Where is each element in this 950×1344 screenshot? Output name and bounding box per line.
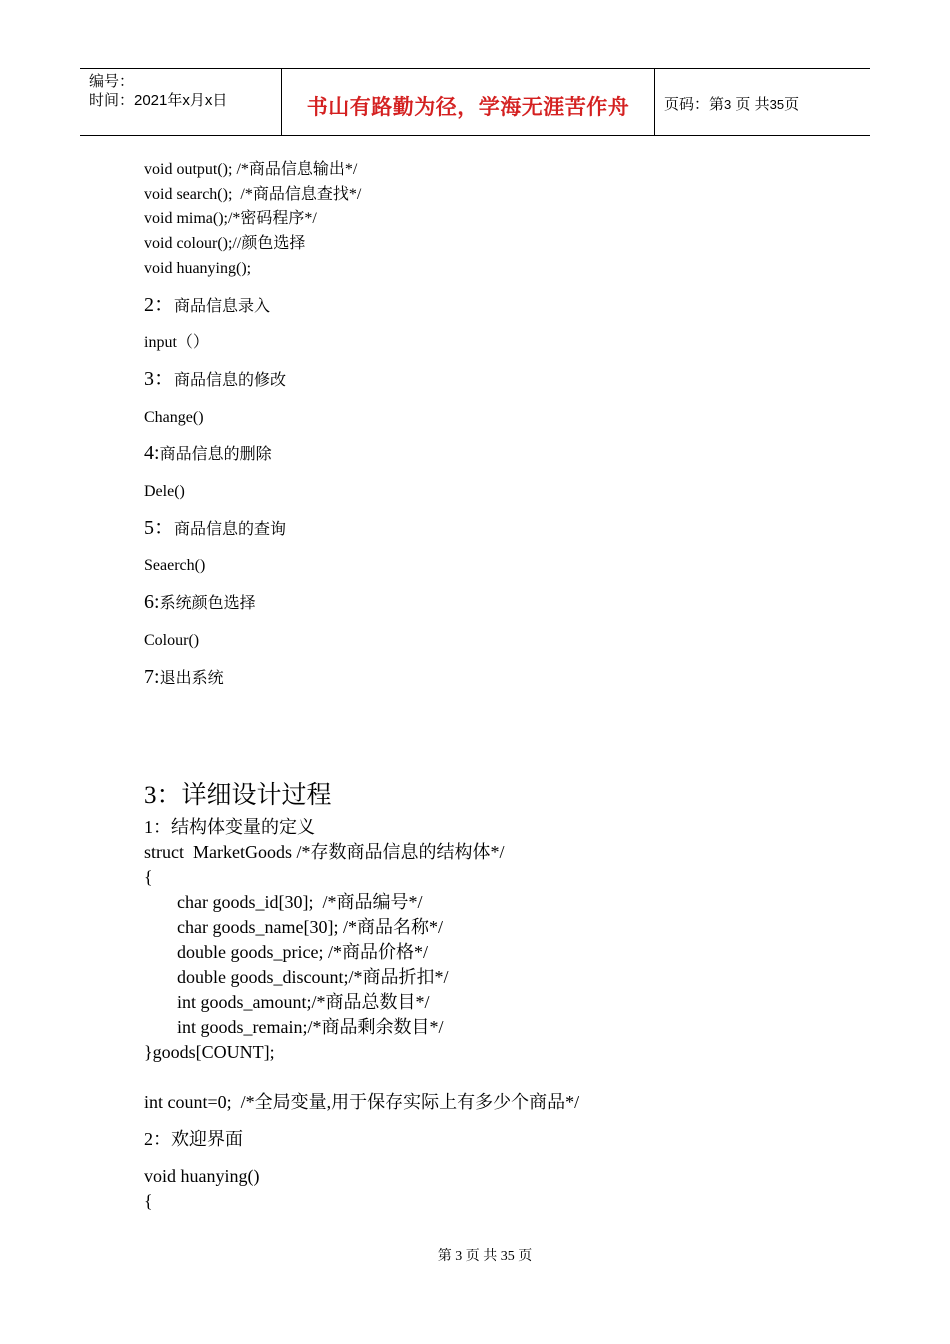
- menu-item-heading: 7:退出系统: [144, 665, 224, 688]
- page-end: 页: [784, 96, 800, 113]
- struct-line: char goods_name[30]; /*商品名称*/: [177, 917, 443, 938]
- menu-item-func: input（）: [144, 334, 209, 352]
- header-meta: [80, 69, 282, 135]
- page-number: 3: [724, 97, 732, 112]
- code-line: void mima();/*密码程序*/: [144, 210, 317, 228]
- subsection-title: 1：结构体变量的定义: [144, 817, 315, 838]
- header-page-info: [655, 69, 870, 135]
- global-var-line: int count=0; /*全局变量,用于保存实际上有多少个商品*/: [144, 1092, 580, 1113]
- subsection-title: 2：欢迎界面: [144, 1129, 243, 1150]
- struct-line: int goods_remain;/*商品剩余数目*/: [177, 1017, 444, 1038]
- func-line: void huanying(): [144, 1166, 260, 1187]
- section-title: 3：详细设计过程: [144, 782, 332, 810]
- page-mid: 页 共: [735, 96, 770, 113]
- page-header: [80, 68, 870, 136]
- struct-line: {: [144, 867, 153, 888]
- page-total: 35: [769, 97, 785, 112]
- struct-line: char goods_id[30]; /*商品编号*/: [177, 892, 423, 913]
- struct-line: double goods_price; /*商品价格*/: [177, 942, 428, 963]
- motto: 书山有路勤为径，学海无涯苦作舟: [306, 96, 630, 119]
- time-label: 时间：2021年x月x日: [89, 92, 228, 109]
- code-line: void search(); /*商品信息查找*/: [144, 185, 362, 203]
- header-motto-cell: [282, 69, 655, 135]
- menu-item-func: Colour(): [144, 631, 200, 649]
- menu-item-func: Change(): [144, 408, 204, 426]
- code-line: void output(); /*商品信息输出*/: [144, 161, 358, 178]
- menu-item-heading: 2：商品信息录入: [144, 293, 271, 316]
- struct-line: double goods_discount;/*商品折扣*/: [177, 967, 449, 988]
- code-line: void huanying();: [144, 259, 252, 277]
- func-line: {: [144, 1191, 153, 1212]
- menu-item-heading: 5：商品信息的查询: [144, 516, 287, 539]
- struct-line: }goods[COUNT];: [144, 1042, 275, 1063]
- menu-item-func: Seaerch(): [144, 557, 206, 575]
- code-line: void colour();//颜色选择: [144, 235, 306, 253]
- code-label: 编号：: [89, 73, 135, 90]
- menu-item-func: Dele(): [144, 483, 185, 501]
- menu-item-heading: 4:商品信息的删除: [144, 442, 272, 465]
- page-footer: 第 3 页 共 35 页: [437, 1249, 533, 1264]
- document-body: [144, 158, 844, 1214]
- page-label: 页码：第: [664, 96, 725, 113]
- struct-line: int goods_amount;/*商品总数目*/: [177, 992, 430, 1013]
- menu-item-heading: 6:系统颜色选择: [144, 591, 256, 614]
- menu-item-heading: 3：商品信息的修改: [144, 367, 287, 390]
- struct-line: struct MarketGoods /*存数商品信息的结构体*/: [144, 842, 505, 863]
